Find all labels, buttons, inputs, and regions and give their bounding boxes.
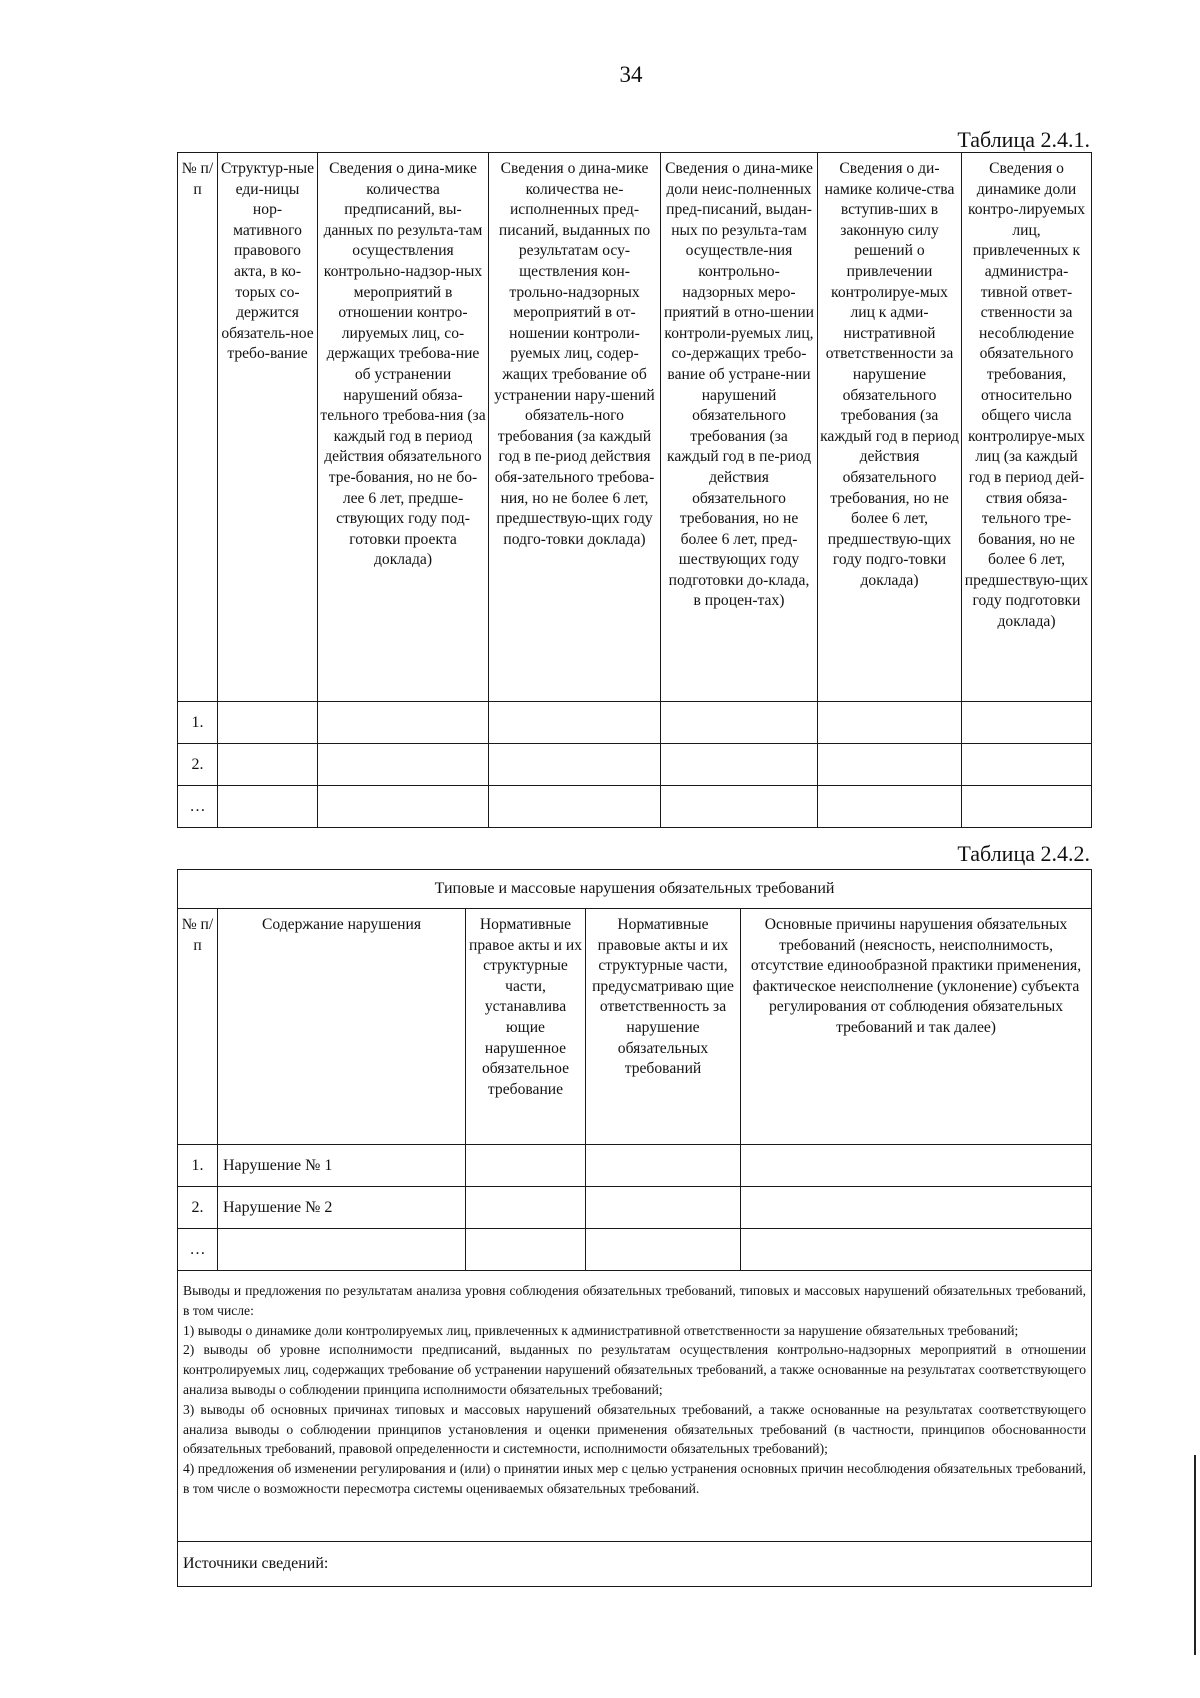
table-row — [178, 1145, 1092, 1187]
conclusion-item: 1) выводы о динамике доли контролируемых лиц, привлеченных к административной ответственности за нарушение обязательных требований; — [183, 1322, 1019, 1338]
table-cell — [661, 786, 818, 828]
table-2-4-1 — [177, 152, 1092, 828]
conclusion-item: 4) предложения об изменении регулирования и (или) о принятии иных мер с целью устранения основных причин несоблюдения обязательных требований, в том числе о возможности пересмотра системы оцениваемых обязательных требований. — [183, 1461, 1087, 1496]
header-cell-number: № п/п — [178, 909, 218, 1145]
violation-cell: Нарушение № 1 — [218, 1145, 466, 1187]
row-number: … — [178, 1229, 218, 1271]
table-cell — [218, 744, 318, 786]
header-cell-unfulfilled-share: Сведения о дина-мике доли неис-полненных пред-писаний, выдан-ных по результа-там осуществле-ния контрольно-надзорных меро-приятий в отно-шении контроли-руемых лиц, со-держащих требо-вание об устране-нии нарушений обязательного требования (за каждый год в пе-риод действия обязательного требования, но не более 6 лет, пред-шествующих году подготовки до-клада, в процен-тах) — [661, 153, 818, 702]
table-caption-2-4-1: Таблица 2.4.1. — [957, 127, 1090, 152]
table-cell — [818, 702, 962, 744]
table-header-row — [178, 153, 1092, 702]
table-cell — [586, 1229, 741, 1271]
table-cell — [218, 786, 318, 828]
table-cell — [586, 1187, 741, 1229]
table-cell — [818, 744, 962, 786]
table-cell — [818, 786, 962, 828]
table-title-row — [178, 870, 1092, 909]
header-cell-violation-content: Содержание нарушения — [218, 909, 466, 1145]
table-caption-2-4-2: Таблица 2.4.2. — [957, 841, 1090, 866]
header-cell-number: № п/п — [178, 153, 218, 702]
table-header-row — [178, 909, 1092, 1145]
table-title: Типовые и массовые нарушения обязательных требований — [178, 870, 1092, 909]
header-cell-prescriptions-count: Сведения о дина-мике количества предписаний, вы-данных по результа-там осуществления контрольно-надзор-ных мероприятий в отношении контро-лируемых лиц, со-держащих требова-ние об устранении нарушений обяза-тельного требова-ния (за каждый год в период действия обязательного тре-бования, но не бо-лее 6 лет, предше-ствующих году под-готовки проекта доклада) — [318, 153, 489, 702]
header-cell-structural-units: Структур-ные еди-ницы нор-мативного правового акта, в ко-торых со-держится обязатель-ное требо-вание — [218, 153, 318, 702]
table-cell — [962, 702, 1092, 744]
violation-cell — [218, 1229, 466, 1271]
table-cell — [489, 786, 661, 828]
table-cell — [466, 1229, 586, 1271]
table-cell — [489, 744, 661, 786]
table-cell — [741, 1229, 1092, 1271]
table-cell — [318, 786, 489, 828]
table-cell — [318, 702, 489, 744]
row-number: 2. — [178, 1187, 218, 1229]
table-cell — [466, 1187, 586, 1229]
conclusion-item: 2) выводы об уровне исполнимости предписаний, выданных по результатам осуществления контрольно-надзорных мероприятий в отношении контролируемых лиц, содержащих требование об устранении нарушений обязательных требований, а также основанные на результатах соответствующего анализа выводы о соблюдении принципа исполнимости обязательных требований; — [183, 1342, 1087, 1397]
table-cell — [962, 786, 1092, 828]
header-cell-court-decisions: Сведения о ди-намике количе-ства вступив-ших в законную силу решений о привлечении контролируе-мых лиц к адми-нистративной ответственности за нарушение обязательного требования (за каждый год в период действия обязательного требования, но не более 6 лет, предшествую-щих году подго-товки доклада) — [818, 153, 962, 702]
row-number: … — [178, 786, 218, 828]
row-number: 2. — [178, 744, 218, 786]
table-row — [178, 786, 1092, 828]
table-2-4-2 — [177, 869, 1092, 1587]
table-cell — [466, 1145, 586, 1187]
table-row — [178, 702, 1092, 744]
scan-edge-mark — [1194, 1455, 1196, 1655]
table-cell — [661, 744, 818, 786]
table-cell — [962, 744, 1092, 786]
header-cell-liable-share: Сведения о динамике доли контро-лируемых лиц, привлеченных к администра-тивной ответ-ственности за несоблюдение обязательного требования, относительно общего числа контролируе-мых лиц (за каждый год в период дей-ствия обяза-тельного тре-бования, но не более 6 лет, предшествую-щих году подготовки доклада) — [962, 153, 1092, 702]
row-number: 1. — [178, 702, 218, 744]
header-cell-unfulfilled-count: Сведения о дина-мике количества не-исполненных пред-писаний, выданных по результатам осу-ществления кон-трольно-надзорных мероприятий в от-ношении контроли-руемых лиц, содер-жащих требование об устранении нару-шений обязатель-ного требования (за каждый год в пе-риод действия обя-зательного требова-ния, но не более 6 лет, предшествую-щих году подго-товки доклада) — [489, 153, 661, 702]
table-cell — [741, 1187, 1092, 1229]
page-number: 34 — [619, 62, 643, 87]
conclusion-item: 3) выводы об основных причинах типовых и массовых нарушений обязательных требований, а также основанные на результатах соответствующего анализа выводы о соблюдении принципов установления и оценки применения обязательных требований (в частности, принципов обоснованности обязательных требований, правовой определенности и системности, исполнимости обязательных требований); — [183, 1401, 1087, 1457]
table-cell — [586, 1145, 741, 1187]
violation-cell: Нарушение № 2 — [218, 1187, 466, 1229]
header-cell-establishing-acts: Нормативные правое акты и их структурные части, устанавлива ющие нарушенное обязательное требование — [466, 909, 586, 1145]
table-cell — [489, 702, 661, 744]
conclusions-intro: Выводы и предложения по результатам анализа уровня соблюдения обязательных требований, типовых и массовых нарушений обязательных требований, в том числе: — [183, 1283, 1087, 1318]
row-number: 1. — [178, 1145, 218, 1187]
conclusions-cell — [178, 1271, 1092, 1542]
table-row — [178, 1229, 1092, 1271]
table-row — [178, 744, 1092, 786]
conclusions-row — [178, 1271, 1092, 1542]
table-cell — [218, 702, 318, 744]
table-cell — [661, 702, 818, 744]
header-cell-liability-acts: Нормативные правовые акты и их структурные части, предусматриваю щие ответственность за нарушение обязательных требований — [586, 909, 741, 1145]
sources-label: Источники сведений: — [178, 1542, 1092, 1587]
table-cell — [741, 1145, 1092, 1187]
table-row — [178, 1187, 1092, 1229]
header-cell-main-causes: Основные причины нарушения обязательных требований (неясность, неисполнимость, отсутствие единообразной практики применения, фактическое неисполнение (уклонение) субъекта регулирования от соблюдения обязательных требований и так далее) — [741, 909, 1092, 1145]
sources-row — [178, 1542, 1092, 1587]
table-cell — [318, 744, 489, 786]
